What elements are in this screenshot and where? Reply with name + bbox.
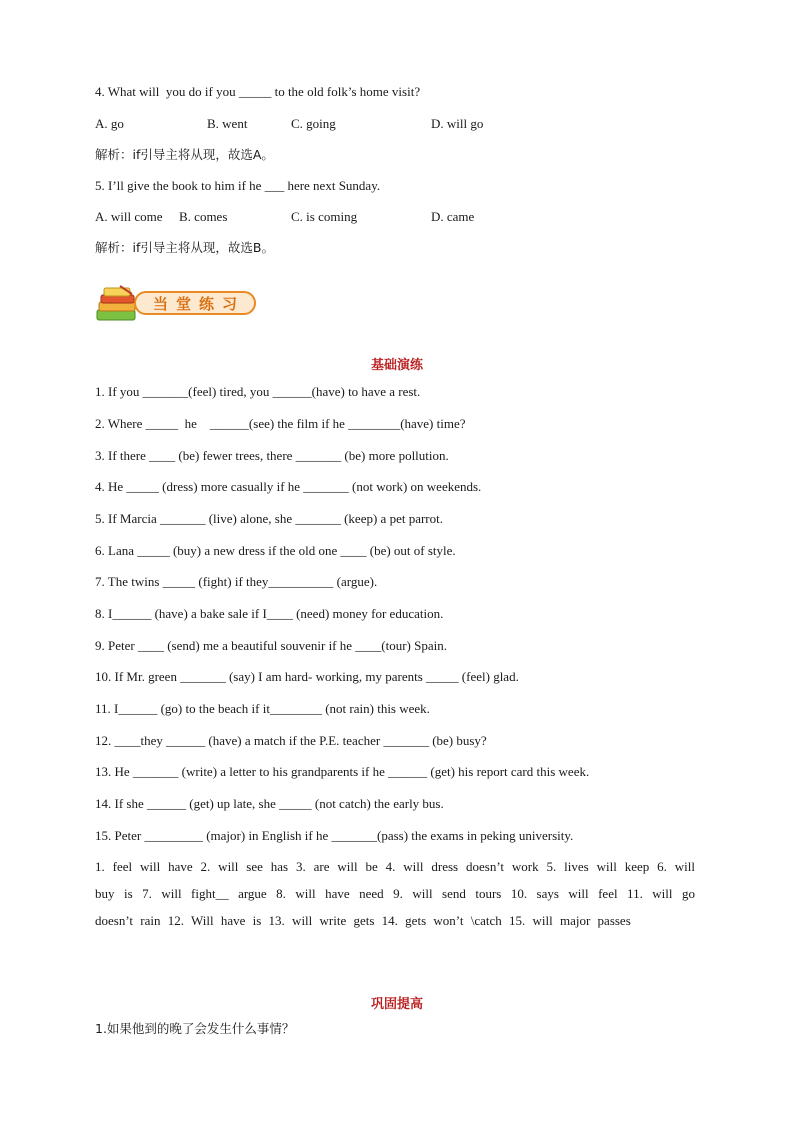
exercise-item: 9. Peter ____ (send) me a beautiful souvenir if he ____(tour) Spain. <box>95 638 447 653</box>
exercise-item: 1. If you _______(feel) tired, you ______(have) to have a rest. <box>95 384 421 399</box>
question-5-option-c: C. is coming <box>291 209 358 224</box>
exercise-item: 7. The twins _____ (fight) if they__________ (argue). <box>95 574 378 589</box>
banner-label: 当堂练习 <box>134 291 256 315</box>
exercise-item: 14. If she ______ (get) up late, she _____ (not catch) the early bus. <box>95 796 444 811</box>
exercise-item: 2. Where _____ he ______(see) the film if he ________(have) time? <box>95 416 466 431</box>
exercise-item: 15. Peter _________ (major) in English if he _______(pass) the exams in peking university. <box>95 828 574 843</box>
exercise-item: 8. I______ (have) a bake sale if I____ (need) money for education. <box>95 606 444 621</box>
question-4-option-b: B. went <box>207 116 248 131</box>
exercise-item: 5. If Marcia _______ (live) alone, she _______ (keep) a pet parrot. <box>95 511 443 526</box>
question-4-stem: 4. What will you do if you _____ to the old folk’s home visit? <box>95 84 421 99</box>
exercise-item: 10. If Mr. green _______ (say) I am hard- working, my parents _____ (feel) glad. <box>95 669 519 684</box>
question-5-stem: 5. I’ll give the book to him if he ___ here next Sunday. <box>95 178 381 193</box>
exercise-item: 3. If there ____ (be) fewer trees, there _______ (be) more pollution. <box>95 448 449 463</box>
question-4-explanation: 解析：if引导主将从现，故选A。 <box>95 147 274 162</box>
exercise-item: 6. Lana _____ (buy) a new dress if the old one ____ (be) out of style. <box>95 543 456 558</box>
question-5-explanation: 解析：if引导主将从现，故选B。 <box>95 240 274 255</box>
question-5-option-d: D. came <box>431 209 475 224</box>
section-2-item-1: 1.如果他到的晚了会发生什么事情？ <box>95 1021 295 1036</box>
exercise-item: 13. He _______ (write) a letter to his grandparents if he ______ (get) his report card this week. <box>95 764 590 779</box>
exercise-item: 4. He _____ (dress) more casually if he _______ (not work) on weekends. <box>95 479 482 494</box>
section-2-title: 巩固提高 <box>370 997 423 1012</box>
question-4-option-a: A. go <box>95 116 124 131</box>
exercise-item: 12. ____they ______ (have) a match if the P.E. teacher _______ (be) busy? <box>95 733 487 748</box>
question-5-option-b: B. comes <box>179 209 228 224</box>
question-4-option-d: D. will go <box>431 116 484 131</box>
question-5-option-a: A. will come <box>95 209 163 224</box>
answer-key: 1. feel will have 2. will see has 3. are will be 4. will dress doesn’t work 5. lives will keep 6. will buy is 7. will fight__ argue 8. will have need 9. will send tours 10. says will feel 11. will go doesn’t rain 12. Will have is 13. will write gets 14. gets won’t \catch 15. will major passes <box>95 859 695 928</box>
section-1-title: 基础演练 <box>370 358 423 373</box>
exercise-item: 11. I______ (go) to the beach if it________ (not rain) this week. <box>95 701 430 716</box>
question-4-option-c: C. going <box>291 116 336 131</box>
